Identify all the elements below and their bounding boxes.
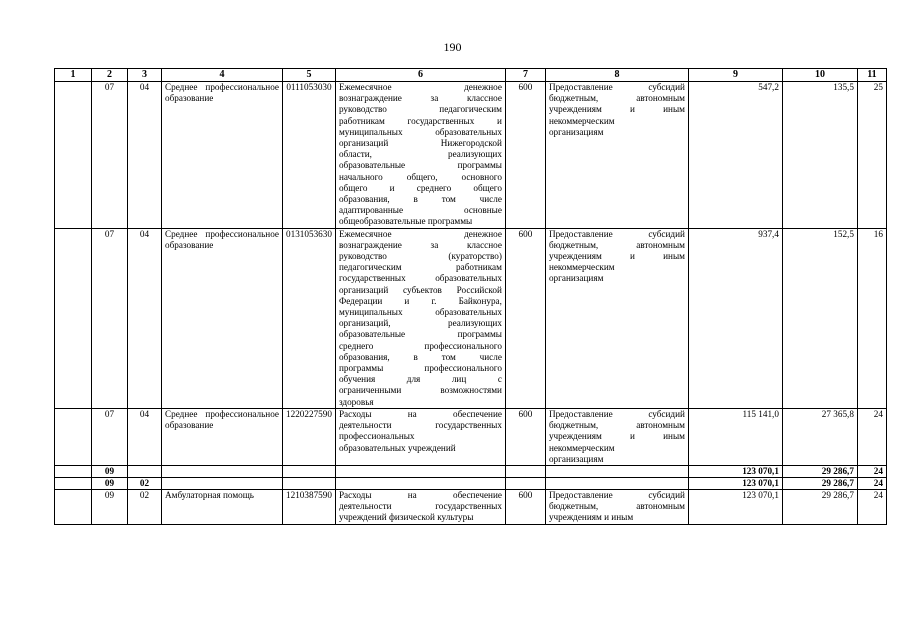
header-row bbox=[55, 69, 887, 82]
cell-line: государственных образовательных bbox=[338, 273, 502, 284]
page-number: 190 bbox=[443, 40, 462, 54]
subsection-name-cell: Среднее профессиональное образование bbox=[162, 408, 283, 465]
section-cell bbox=[55, 465, 92, 477]
expense-type-cell: 600 bbox=[505, 228, 545, 408]
cell-line: организациям bbox=[548, 453, 604, 464]
empty-cell bbox=[505, 465, 545, 477]
cell-line: Ежемесячное денежное bbox=[338, 82, 502, 92]
expense-type-name-cell bbox=[545, 82, 688, 229]
table-row bbox=[55, 82, 887, 229]
cell-line: Предоставление субсидий bbox=[548, 489, 685, 500]
section-cell bbox=[55, 489, 92, 524]
col-header: 3 bbox=[128, 69, 162, 82]
cell-line: организациям bbox=[548, 273, 604, 284]
cell-line: Ежемесячное денежное bbox=[338, 228, 502, 239]
cell-line: Предоставление субсидий bbox=[548, 408, 685, 419]
expense-type-cell: 600 bbox=[505, 489, 545, 524]
cell-line: 7590 bbox=[313, 408, 332, 419]
col-header: 2 bbox=[92, 69, 128, 82]
cell-line: обучения для лиц с bbox=[338, 374, 502, 385]
col-header: 6 bbox=[335, 69, 505, 82]
cell-line: образовательные программы bbox=[338, 160, 502, 171]
cell-line: программы профессионального bbox=[338, 363, 502, 374]
target-article-cell bbox=[283, 408, 336, 465]
subsection-code-cell: 02 bbox=[128, 477, 162, 489]
cell-line: 011105 bbox=[286, 82, 314, 92]
section-cell bbox=[55, 82, 92, 229]
section-code-cell: 07 bbox=[92, 228, 128, 408]
cell-line: 013105 bbox=[286, 228, 314, 239]
amount-cell: 937,4 bbox=[688, 228, 782, 408]
cell-line: учреждениям и иным bbox=[548, 104, 685, 115]
cell-line: образования, в том числе bbox=[338, 351, 502, 362]
cell-line: некоммерческим bbox=[548, 262, 615, 273]
percent-cell: 24 bbox=[857, 489, 886, 524]
cell-line: Федерации и г. Байконура, bbox=[338, 295, 502, 306]
target-article-name-cell bbox=[335, 489, 505, 524]
cell-line: образования, в том числе bbox=[338, 194, 502, 205]
cell-line: профессиональных bbox=[338, 431, 415, 442]
expense-type-name-cell bbox=[545, 228, 688, 408]
section-code-cell: 09 bbox=[92, 477, 128, 489]
amount-executed-cell: 29 286,7 bbox=[782, 465, 857, 477]
cell-line: вознаграждение за классное bbox=[338, 93, 502, 104]
cell-line: учреждениям и иным bbox=[548, 251, 685, 262]
cell-line: организаций Нижегородской bbox=[338, 138, 502, 149]
percent-cell: 16 bbox=[857, 228, 886, 408]
col-header: 10 bbox=[782, 69, 857, 82]
cell-line: 3030 bbox=[313, 82, 332, 92]
percent-cell: 24 bbox=[857, 408, 886, 465]
cell-line: 7590 bbox=[313, 489, 332, 500]
subsection-name-cell: Среднее профессиональное образование bbox=[162, 82, 283, 229]
empty-cell bbox=[283, 465, 336, 477]
amount-cell: 123 070,1 bbox=[688, 489, 782, 524]
col-header: 9 bbox=[688, 69, 782, 82]
cell-line: общего и среднего общего bbox=[338, 182, 502, 193]
expense-type-name-cell bbox=[545, 489, 688, 524]
empty-cell bbox=[335, 477, 505, 489]
subsection-code-cell: 04 bbox=[128, 408, 162, 465]
expense-type-cell: 600 bbox=[505, 408, 545, 465]
empty-cell bbox=[283, 477, 336, 489]
percent-cell: 25 bbox=[857, 82, 886, 229]
table-row bbox=[55, 408, 887, 465]
amount-executed-cell: 29 286,7 bbox=[782, 477, 857, 489]
amount-cell: 123 070,1 bbox=[688, 465, 782, 477]
cell-line: муниципальных образовательных bbox=[338, 126, 502, 137]
subsection-code-cell bbox=[128, 465, 162, 477]
cell-line: муниципальных образовательных bbox=[338, 307, 502, 318]
amount-cell: 547,2 bbox=[688, 82, 782, 229]
subsection-name-cell: Среднее профессиональное образование bbox=[162, 228, 283, 408]
amount-executed-cell: 135,5 bbox=[782, 82, 857, 229]
cell-line: учреждений физической культуры bbox=[338, 512, 474, 523]
col-header: 1 bbox=[55, 69, 92, 82]
cell-line: бюджетным, автономным bbox=[548, 501, 685, 512]
cell-line: руководство педагогическим bbox=[338, 104, 502, 115]
budget-table bbox=[54, 68, 887, 525]
cell-line: вознаграждение за классное bbox=[338, 239, 502, 250]
target-article-cell bbox=[283, 82, 336, 229]
empty-cell bbox=[545, 477, 688, 489]
empty-cell bbox=[545, 465, 688, 477]
cell-line: учреждениям и иным bbox=[548, 512, 634, 523]
empty-cell bbox=[505, 477, 545, 489]
cell-line: бюджетным, автономным bbox=[548, 239, 685, 250]
empty-cell bbox=[335, 465, 505, 477]
empty-cell bbox=[162, 477, 283, 489]
cell-line: ограниченными возможностями bbox=[338, 385, 502, 396]
cell-line: 122022 bbox=[286, 408, 314, 419]
cell-line: учреждениям и иным bbox=[548, 431, 685, 442]
cell-line: организаций, реализующих bbox=[338, 318, 502, 329]
amount-executed-cell: 152,5 bbox=[782, 228, 857, 408]
cell-line: Расходы на обеспечение bbox=[338, 408, 502, 419]
target-article-name-cell bbox=[335, 408, 505, 465]
cell-line: работникам государственных и bbox=[338, 115, 502, 126]
cell-line: адаптированные основные bbox=[338, 205, 502, 216]
section-code-cell: 09 bbox=[92, 465, 128, 477]
summary-row bbox=[55, 465, 887, 477]
cell-line: руководство (кураторство) bbox=[338, 251, 502, 262]
percent-cell: 24 bbox=[857, 465, 886, 477]
cell-line: начального общего, основного bbox=[338, 171, 502, 182]
table-row bbox=[55, 489, 887, 524]
col-header: 8 bbox=[545, 69, 688, 82]
target-article-name-cell bbox=[335, 228, 505, 408]
cell-line: общеобразовательные программы bbox=[338, 216, 473, 227]
subsection-code-cell: 02 bbox=[128, 489, 162, 524]
subsection-code-cell: 04 bbox=[128, 82, 162, 229]
percent-cell: 24 bbox=[857, 477, 886, 489]
cell-line: некоммерческим bbox=[548, 115, 615, 126]
section-code-cell: 09 bbox=[92, 489, 128, 524]
cell-line: Расходы на обеспечение bbox=[338, 489, 502, 500]
col-header: 11 bbox=[857, 69, 886, 82]
cell-line: образовательные программы bbox=[338, 329, 502, 340]
cell-line: бюджетным, автономным bbox=[548, 420, 685, 431]
expense-type-cell: 600 bbox=[505, 82, 545, 229]
cell-line: среднего профессионального bbox=[338, 340, 502, 351]
cell-line: образовательных учреждений bbox=[338, 442, 456, 453]
section-cell bbox=[55, 477, 92, 489]
target-article-name-cell bbox=[335, 82, 505, 229]
section-cell bbox=[55, 228, 92, 408]
cell-line: здоровья bbox=[338, 396, 374, 407]
target-article-cell bbox=[283, 228, 336, 408]
cell-line: педагогическим работникам bbox=[338, 262, 502, 273]
cell-line: Предоставление субсидий bbox=[548, 228, 685, 239]
section-code-cell: 07 bbox=[92, 82, 128, 229]
expense-type-name-cell bbox=[545, 408, 688, 465]
subsection-code-cell: 04 bbox=[128, 228, 162, 408]
amount-cell: 123 070,1 bbox=[688, 477, 782, 489]
cell-line: деятельности государственных bbox=[338, 420, 502, 431]
cell-line: организаций субъектов Российской bbox=[338, 284, 502, 295]
col-header: 7 bbox=[505, 69, 545, 82]
table-row bbox=[55, 228, 887, 408]
amount-executed-cell: 29 286,7 bbox=[782, 489, 857, 524]
cell-line: 3630 bbox=[313, 228, 332, 239]
cell-line: бюджетным, автономным bbox=[548, 93, 685, 104]
target-article-cell bbox=[283, 489, 336, 524]
cell-line: некоммерческим bbox=[548, 442, 615, 453]
section-code-cell: 07 bbox=[92, 408, 128, 465]
col-header: 5 bbox=[283, 69, 336, 82]
col-header: 4 bbox=[162, 69, 283, 82]
section-cell bbox=[55, 408, 92, 465]
cell-line: деятельности государственных bbox=[338, 501, 502, 512]
subsection-name-cell: Амбулаторная помощь bbox=[162, 489, 283, 524]
amount-cell: 115 141,0 bbox=[688, 408, 782, 465]
cell-line: области, реализующих bbox=[338, 149, 502, 160]
empty-cell bbox=[162, 465, 283, 477]
summary-row bbox=[55, 477, 887, 489]
cell-line: 121038 bbox=[286, 489, 314, 500]
cell-line: Предоставление субсидий bbox=[548, 82, 685, 92]
amount-executed-cell: 27 365,8 bbox=[782, 408, 857, 465]
cell-line: организациям bbox=[548, 126, 604, 137]
